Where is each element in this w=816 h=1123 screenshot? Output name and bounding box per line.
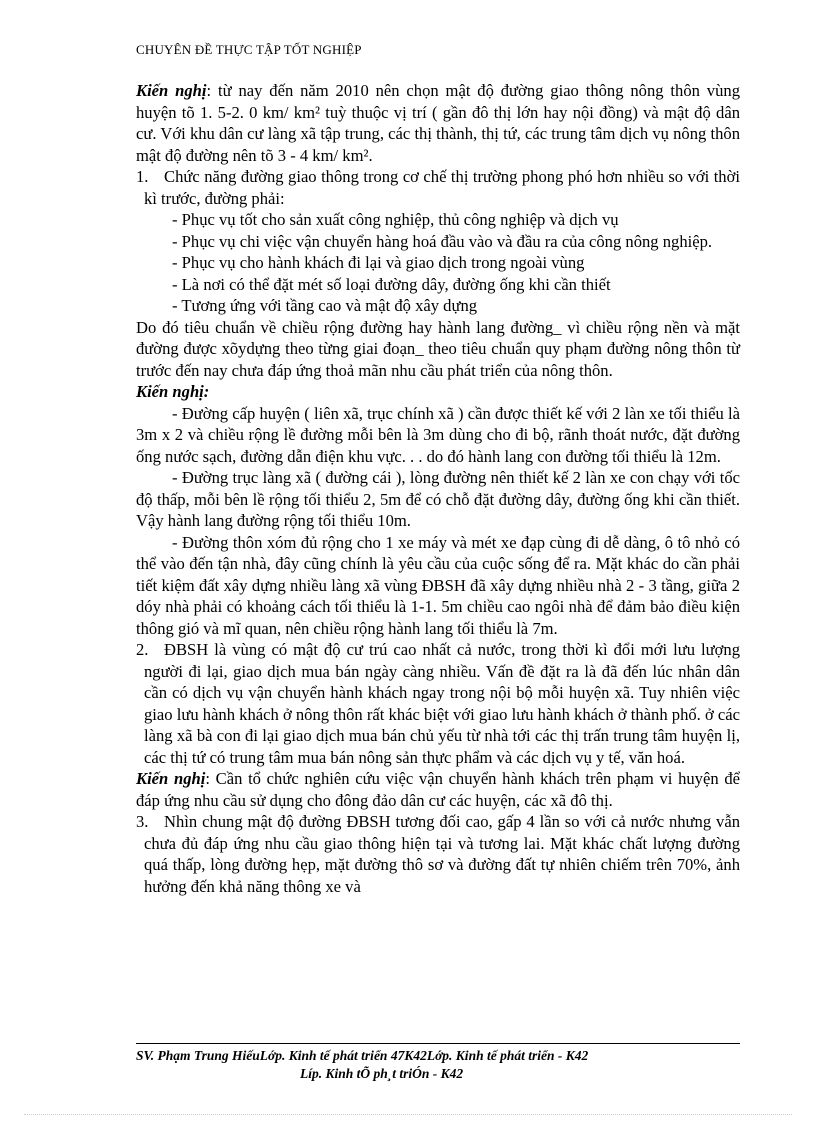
footer-divider — [136, 1043, 740, 1044]
recommendation-text: : từ nay đến năm 2010 nên chọn mật độ đường giao thông nông thôn vùng huyện tõ 1. 5-2. 0 km/ km² tuỳ thuộc vị trí ( gần đô thị lớn hay nội đồng) và mật độ dân cư. Với khu dân cư làng xã tập trung, các thị thành, thị tứ, các trung tâm dịch vụ nông thôn mật độ đường nên tõ 3 - 4 km/ km². — [136, 81, 740, 165]
item-number: 1. — [136, 167, 149, 186]
item-number: 2. — [136, 640, 149, 659]
footer-line-2: Líp. Kinh tÕ ph¸t triÓn - K42 — [300, 1066, 464, 1081]
item1-conclusion: Do đó tiêu chuẩn về chiều rộng đường hay hành lang đường_ vì chiều rộng nền và mặt đường được xõydựng theo từng giai đoạn_ theo tiêu chuẩn quy phạm đường nông thôn từ trước đến nay chưa đáp ứng thoả mãn nhu cầu phát triển của nông thôn. — [136, 317, 740, 380]
bullet-item: - Phục vụ tốt cho sản xuất công nghiệp, thủ công nghiệp và dịch vụ — [172, 210, 619, 229]
item-text: ĐBSH là vùng có mật độ cư trú cao nhất cả nước, trong thời kì đổi mới lưu lượng người đi lại, giao dịch mua bán ngày càng nhiều. Vấn đề đặt ra là đã đến lúc nhân dân cần có dịch vụ vận chuyển hành khách ngay trong nội bộ mỗi huyện xã. Tuy nhiên việc giao lưu hành khách ở nông thôn rất khác biệt với giao lưu hành khách ở thành phố. ở các làng xã bà con đi lại giao dịch mua bán chủ yếu từ nhà tới các thị trấn trung tâm huyện lị, các thị tứ có trung tâm mua bán nông sản thực phẩm và các dịch vụ y tế, văn hoá. — [144, 640, 740, 767]
bullet-item: - Là nơi có thể đặt mét số loại đường dây, đường ống khi cần thiết — [172, 274, 611, 294]
recommendation-label: Kiến nghị — [136, 81, 207, 100]
recommendation-paragraph: - Đường cấp huyện ( liên xã, trục chính xã ) cần được thiết kế với 2 làn xe tối thiểu là 3m x 2 và chiều rộng lề đường mỗi bên là 3m dùng cho đi bộ, rãnh thoát nước, đặt đường ống nước sạch, đường dẫn điện khu vực. . . do đó hành lang con đường tối thiểu là 12m. — [136, 403, 740, 466]
page-header: CHUYÊN ĐỀ THỰC TẬP TỐT NGHIỆP — [136, 42, 362, 57]
recommendation-1 — [136, 80, 740, 166]
recommendation-3 — [136, 768, 740, 811]
numbered-item-3 — [136, 811, 740, 897]
document-body — [136, 80, 740, 897]
item-text: Nhìn chung mật độ đường ĐBSH tương đối cao, gấp 4 lần so với cả nước nhưng vẫn chưa đủ đáp ứng nhu cầu giao thông hiện tại và tương lai. Mặt khác chất lượng đường quá thấp, lòng đường hẹp, mặt đường thô sơ và đường đất tự nhiên chiếm trên 70%, ảnh hưởng đến khả năng thông xe và — [144, 812, 740, 896]
bullet-item: - Phục vụ cho hành khách đi lại và giao dịch trong ngoài vùng — [172, 253, 585, 272]
recommendation-2 — [136, 381, 740, 639]
item-text: Chức năng đường giao thông trong cơ chế thị trường phong phó hơn nhiều so với thời kì trước, đường phải: — [144, 167, 740, 208]
recommendation-paragraph: - Đường thôn xóm đủ rộng cho 1 xe máy và mét xe đạp cùng đi dễ dàng, ô tô nhỏ có thể vào đến tận nhà, đây cũng chính là yêu cầu của cuộc sống để ra. Mặt khác do cần phải tiết kiệm đất xây dựng nhiều làng xã vùng ĐBSH đã xây dựng nhiều nhà 2 - 3 tầng, giữa 2 dóy nhà phải có khoảng cách tối thiểu là 1-1. 5m chiều cao ngôi nhà để đảm bảo điều kiện thông gió và mĩ quan, nên chiều rộng hành lang tối thiểu là 7m. — [136, 532, 740, 638]
numbered-item-1 — [136, 166, 740, 317]
recommendation-label: Kiến nghị: — [136, 382, 210, 401]
recommendation-paragraph: - Đường trục làng xã ( đường cái ), lòng đường nên thiết kế 2 làn xe con chạy với tốc độ thấp, mỗi bên lề rộng tối thiểu 2, 5m để có chỗ đặt đường dây, đường ống khi cần thiết. Vậy hành lang đường rộng tối thiểu 10m. — [136, 468, 740, 530]
page-bottom-edge — [24, 1114, 792, 1115]
recommendation-label: Kiến nghị — [136, 769, 206, 788]
numbered-item-2 — [136, 639, 740, 768]
item-number: 3. — [136, 812, 149, 831]
bullet-item: - Tương ứng với tầng cao và mật độ xây dựng — [172, 296, 478, 315]
bullet-item: - Phục vụ chi việc vận chuyển hàng hoá đầu vào và đầu ra của công nông nghiệp. — [172, 231, 713, 251]
footer-line-1: SV. Phạm Trung HiếuLớp. Kinh tế phát triển 47K42Lớp. Kinh tế phát triển - K42 — [136, 1048, 589, 1063]
recommendation-text: : Cần tổ chức nghiên cứu việc vận chuyển hành khách trên phạm vi huyện để đáp ứng nhu cầu sử dụng cho đông đảo dân cư các huyện, các xã đô thị. — [136, 769, 740, 810]
